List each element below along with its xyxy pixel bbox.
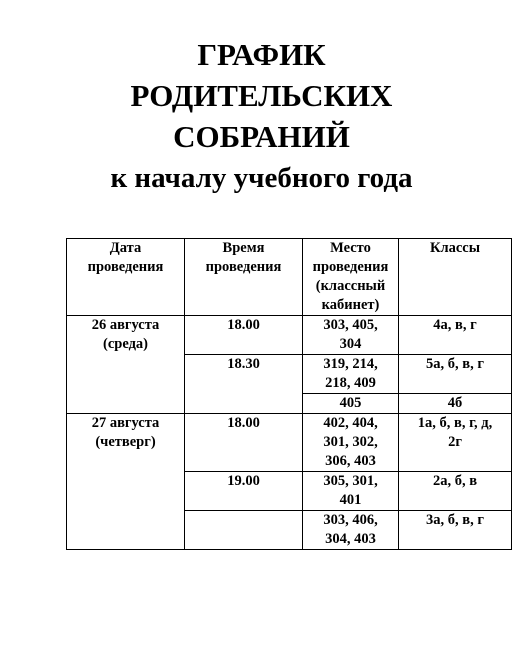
cell-place: 405 (303, 394, 399, 414)
header-date: Дата проведения (67, 239, 185, 316)
cell-classes: 5а, б, в, г (399, 355, 512, 394)
cell-classes: 1а, б, в, г, д, 2г (399, 414, 512, 472)
cell-classes: 4б (399, 394, 512, 414)
title-line-1: ГРАФИК (197, 37, 326, 72)
cell-date: 26 августа (среда) (67, 316, 185, 414)
title-line-2: РОДИТЕЛЬСКИХ (130, 78, 393, 113)
cell-place: 305, 301, 401 (303, 472, 399, 511)
cell-place: 402, 404, 301, 302, 306, 403 (303, 414, 399, 472)
title-line-3: СОБРАНИЙ (173, 119, 350, 154)
cell-time: 19.00 (185, 472, 303, 511)
cell-classes: 4а, в, г (399, 316, 512, 355)
cell-place: 319, 214, 218, 409 (303, 355, 399, 394)
subtitle: к началу учебного года (110, 162, 413, 194)
header-place: Место проведения (классный кабинет) (303, 239, 399, 316)
header-time: Время проведения (185, 239, 303, 316)
cell-time (185, 511, 303, 550)
cell-time: 18.00 (185, 414, 303, 472)
table-row (67, 316, 512, 355)
meeting-schedule-table (66, 238, 512, 550)
table-row (67, 414, 512, 472)
cell-place: 303, 406, 304, 403 (303, 511, 399, 550)
cell-time: 18.30 (185, 355, 303, 414)
table-header-row (67, 239, 512, 316)
cell-classes: 3а, б, в, г (399, 511, 512, 550)
cell-place: 303, 405, 304 (303, 316, 399, 355)
header-classes: Классы (399, 239, 512, 316)
cell-classes: 2а, б, в (399, 472, 512, 511)
cell-time: 18.00 (185, 316, 303, 355)
cell-date: 27 августа (четверг) (67, 414, 185, 550)
